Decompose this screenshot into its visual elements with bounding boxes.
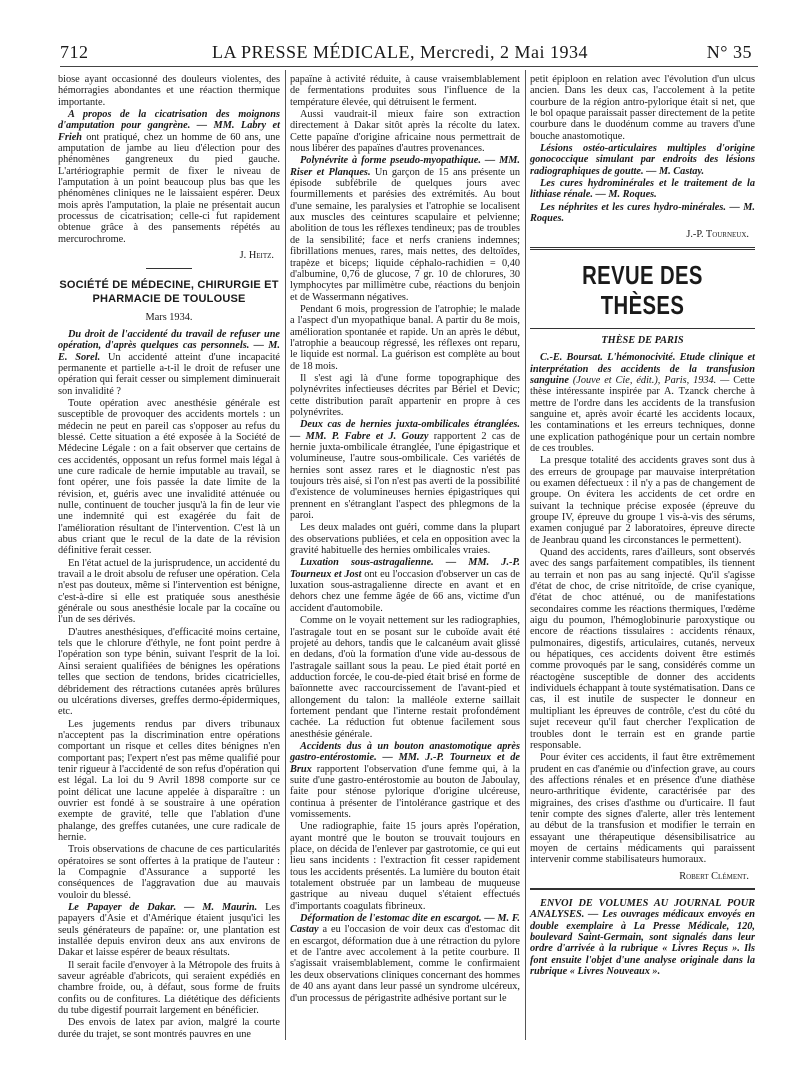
paragraph: Des envois de latex par avion, malgré la courte durée du trajet, se sont montrés pauvres en une xyxy=(58,1017,280,1040)
article-title: Luxation sous-astragalienne. — MM. J.-P. Tourneux et Jost xyxy=(290,557,520,580)
subsection-heading: THÈSE DE PARIS xyxy=(601,334,684,346)
article-paragraph xyxy=(58,109,280,245)
article-paragraph xyxy=(58,902,280,959)
article-text: rapportent l'observation d'une femme qui, à la suite d'une gastro-entérostomie au bouton de Jaboulay, faite pour sténose pylorique d'origine ulcéreuse, continua à présenter de l'intolérance gastrique et des vomissements. xyxy=(290,763,520,820)
column-divider xyxy=(285,70,286,1040)
page-header xyxy=(42,42,758,66)
article-title: A propos de la cicatrisation des moignons d'amputation pour gangrène. — MM. Labry et Frieh xyxy=(58,109,280,143)
paragraph: Une radiographie, faite 15 jours après l'opération, ayant montré que le bouton se trouvait toujours en place, on décida de l'enlever par gastrotomie, ce qui eut lieu sans incidents : l'extraction fit cesser rapidement tous les accidents présentés. La lumière du bouton était totalement obstruée par un lambeau de muqueuse gastrique au niveau duquel s'étaient effectués d'importants coagulats fibrineux. xyxy=(290,821,520,912)
paragraph: Aussi vaudrait-il mieux faire son extraction directement à Dakar sitôt après la récolte du latex. Cette papaïne d'origine africaine nous permettrait de nous libérer des papaïnes d'autres provenances. xyxy=(290,109,520,155)
article-paragraph xyxy=(290,557,520,614)
separator xyxy=(146,268,192,269)
paragraph: Toute opération avec anesthésie générale est susceptible de provoquer des accidents mortels : un médecin ne peut en pareil cas s'opposer au refus du blessé. Cette situation a été exposée à la Société de Médecine Légale : on a fait observer que certains de ces accidentés, opposant un refus formel mais légal à une cure radicale de hernie imputable au travail, se font opérer, une fois passée la date limite de la révision, et, guéris avec une invalidité atténuée ou nulle, continuent de toucher jusqu'à la fin de leur vie une indemnité qui est exagérée du fait de l'amélioration résultant de l'intervention. C'est là un abus criant que le recul de la date de la révision définitive ferait cesser. xyxy=(58,397,280,557)
paragraph: Il serait facile d'envoyer à la Métropole des fruits à saveur agréable d'abricots, qui seraient expédiés en chambre froide, ou, à défaut, sous forme de fruits confits ou de confitures. La diététique des déficients du tube digestif pourrait largement en bénéficier. xyxy=(58,959,280,1017)
author-signature: Robert Clément. xyxy=(679,870,749,882)
article-paragraph xyxy=(58,329,280,397)
issue-number: N° 35 xyxy=(706,42,752,62)
paragraph: papaïne à activité réduite, à cause vraisemblablement de fermentations produites sous l'influence de la température élevée, qui détruisent le ferment. xyxy=(290,74,520,108)
publication-info: (Jouve et Cie, édit.), Paris, 1934. — xyxy=(572,374,730,386)
author-signature: J. Heitz. xyxy=(239,250,274,262)
paragraph: biose ayant occasionné des douleurs violentes, des hémorragies abondantes et une réaction thermique importante. xyxy=(58,74,280,108)
column-1 xyxy=(58,74,280,1041)
article-paragraph xyxy=(290,913,520,1004)
article-text: ont eu l'occasion d'observer un cas de luxation sous-astragalienne directe en avant et en dehors chez une femme âgée de 66 ans, victime d'un accident d'automobile. xyxy=(290,568,520,614)
journal-title: LA PRESSE MÉDICALE, Mercredi, 2 Mai 1934 xyxy=(212,42,588,62)
notice-text: ENVOI DE VOLUMES AU JOURNAL POUR ANALYSES. — Les ouvrages médicaux envoyés en double exemplaire à La Presse Médicale, 120, boulevard Saint-Germain, sont signalés dans leur ordre d'arrivée à la rubrique « Livres Reçus ». Ils font ensuite l'objet d'une analyse originale dans la rubrique « Livres Nouveaux ». xyxy=(530,897,755,978)
article-text: Cette thèse intéressante inspirée par A. Tzanck cherche à mettre de l'ordre dans les accidents de la transfusion sanguine et, après avoir écarté les accidents locaux, les contaminations et les erreurs techniques, donne une explication pathogénique pour un certain nombre de ces troubles. xyxy=(530,374,755,454)
notice-box xyxy=(530,888,755,977)
paragraph: Comme on le voyait nettement sur les radiographies, l'astragale tout en se posant sur le cuboïde avait été projeté au dehors, tandis que le calcanéum avait glissé en dedans, d'où la formation d'une vide au-dessous de l'astragale saillant sous la peau. Le pied était porté en adduction forcée, le cou-de-pied était brisé en forme de baïonnette avec raccourcissement de l'avant-pied et allongement du talon: la malléole externe saillait fortement pendant que l'interne restait profondément cachée. La réduction fut obtenue facilement sous anesthésie générale. xyxy=(290,615,520,740)
article-title: Polynévrite à forme pseudo-myopathique. — MM. Riser et Planques. xyxy=(290,155,520,178)
paragraph: petit épiploon en relation avec l'évolution d'un ulcus ancien. Dans les deux cas, l'accolement à la petite courbure de la région antro-pylorique était si net, que le bol opaque paraissait passer directement de la petite courbure dans le duodénum comme au travers d'une bouche anastomotique. xyxy=(530,74,755,142)
article-title-paragraph xyxy=(530,143,755,177)
section-rule xyxy=(530,328,755,329)
paragraph: Quand des accidents, rares d'ailleurs, sont observés avec des sangs parfaitement compatibles, ils tiennent au terrain et non pas au sang injecté. Qu'il s'agisse d'état de choc, de crise nitritoïde, de crise cyanique, d'état de choc atténué, ou de manifestations secondaires comme les réactions thermiques, l'œdème aigu du poumon, l'hémoglobinurie paroxystique ou encore de réactions tissulaires : accidents rénaux, pulmonaires, digestifs, articulaires, cutanés, nerveux ou hépatiques, ces accidents doivent être estimés comme provoqués par le sang, considérés comme un réactogène susceptible de donner des accidents individuels échappant à toute systématisation. Dans ce cas, il est inutile de suspecter le donneur en multipliant les épreuves de contrôle, c'est du côté du sujet receveur qu'il faut chercher l'explication de troubles dont le terrain est en grande partie responsable. xyxy=(530,547,755,751)
article-title-paragraph xyxy=(530,178,755,201)
paragraph: Les jugements rendus par divers tribunaux n'acceptent pas la discrimination entre opérations comportant un risque et celles dites bénignes n'en comportant pas; l'expert n'est pas même qualifié pour tenir rigueur à l'accidenté de son refus d'opération qui est légal. La loi du 9 Avril 1898 comporte sur ce point délicat une lacune appelée à disparaître : un ouvrier est fondé à se soustraire à une opération exempte de gravité, telle que l'ablation d'une phalange, des greffes cutanées, une cure radicale de hernie. xyxy=(58,718,280,843)
session-date: Mars 1934. xyxy=(145,311,193,323)
article-paragraph xyxy=(530,352,755,454)
column-divider xyxy=(525,70,526,1040)
paragraph: Pendant 6 mois, progression de l'atrophie; le malade a l'aspect d'un myopathique banal. A partir du 8e mois, amélioration spontanée et rapide. Un an après le début, l'atrophie a beaucoup régressé, les réflexes ont reparu, le liquide est normal. La guérison est complète au bout de 18 mois. xyxy=(290,303,520,372)
header-rule xyxy=(60,66,758,67)
page-number: 712 xyxy=(60,42,89,62)
article-paragraph xyxy=(290,741,520,820)
paragraph: La presque totalité des accidents graves sont dus à des erreurs de groupage par mauvaise interprétation ou examen défectueux : il n'y a pas de changement de groupe. On évitera les accidents de cet ordre en suivant la technique précise exposée (épreuve du groupe IV, épreuve du groupe 1 vis-à-vis des sérums, examen conjugué par 2 laboratoires, épreuve directe de Jeanbrau quand les circonstances le permettent). xyxy=(530,455,755,546)
article-text: a eu l'occasion de voir deux cas d'estomac dit en escargot, déformation due à une rétraction du pylore et de l'antre avec accolement à la petite courbure. Il s'agissait vraisemblablement, comme le confirmaient les deux observations cliniques concernant des hommes de 40 ans ayant dans leur passé un syndrome ulcéreux, d'un processus de périgastrite adhésive portant sur le xyxy=(290,924,520,1004)
paragraph: Les deux malades ont guéri, comme dans la plupart des observations publiées, et cela en opposition avec la gravité habituelle des hernies ombilicales vraies. xyxy=(290,522,520,557)
article-title: Déformation de l'estomac dite en escargot. — M. F. Castay xyxy=(290,913,520,936)
paragraph: Trois observations de chacune de ces particularités opératoires se sont offertes à la pratique de l'auteur : la Compagnie d'Assurance a supporté les conséquences de l'aggravation due au mauvais vouloir du blessé. xyxy=(58,844,280,901)
section-heading: REVUE DES THÈSES xyxy=(582,259,703,320)
article-paragraph xyxy=(290,155,520,302)
article-title: Deux cas de hernies juxta-ombilicales étranglées. — MM. P. Fabre et J. Gouzy xyxy=(290,419,520,442)
article-title: Les cures hydrominérales et le traitement de la lithiase rénale. — M. Roques. xyxy=(530,178,755,201)
column-2 xyxy=(290,74,520,1005)
article-title: C.-E. Boursat. L'hémonocivité. Etude clinique et interprétation des accidents de la transfusion sanguine xyxy=(530,352,755,386)
article-text: ont pratiqué, chez un homme de 60 ans, une amputation de jambe au lieu d'élection pour des phénomènes gangreneux du pied gauche. L'artériographie permit de fixer le niveau de l'amputation à un point beaucoup plus bas que les phénomènes cliniques ne le laissaient espérer. Deux mois après l'amputation, la plaie ne présentait aucun processus de cicatrisation; celle-ci fut rapidement obtenue grâce à des pansements répétés au mercurochrome. xyxy=(58,131,280,245)
article-title: Du droit de l'accidenté du travail de refuser une opération, d'après quelques cas personnels. — M. E. Sorel. xyxy=(58,328,280,363)
article-title: Le Papayer de Dakar. — M. Maurin. xyxy=(68,902,258,914)
author-signature: J.-P. Tourneux. xyxy=(686,229,749,241)
paragraph: En l'état actuel de la jurisprudence, un accidenté du travail a le droit absolu de refuser une opération. Cela n'est pas douteux, même si l'intervention est bénigne, c'est-à-dire si elle est pratiquée sous anesthésie générale ou sous anesthésie locale par la cocaïne ou l'un de ses dérivés. xyxy=(58,557,280,626)
article-text: Les papayers d'Asie et d'Amérique étaient jusqu'ici les seuls générateurs de papaïne: or, une plantation est installée depuis environ deux ans aux environs de Dakar et laisse espérer de beaux résultats. xyxy=(58,902,280,959)
section-rule xyxy=(530,247,755,250)
article-title: Les néphrites et les cures hydro-minérales. — M. Roques. xyxy=(530,201,755,225)
article-text: Un accidenté atteint d'une incapacité permanente et partielle a-t-il le droit de refuser une opération qui ferait cesser ou simplement diminuerait son invalidité ? xyxy=(58,351,281,397)
society-heading: SOCIÉTÉ DE MÉDECINE, CHIRURGIE ET PHARMACIE DE TOULOUSE xyxy=(59,278,279,305)
article-paragraph xyxy=(290,419,520,521)
article-title: Lésions ostéo-articulaires multiples d'origine gonococcique simulant par endroits des lésions radiographiques de goutte. — M. Castay. xyxy=(530,143,755,177)
article-title-paragraph xyxy=(530,202,755,225)
article-text: rapportent 2 cas de hernie juxta-ombilicale étranglée, l'une épigastrique et volumineuse, l'autre sous-ombilicale. Ces variétés de hernies sont assez rares et le diagnostic n'est pas toujours très aisé, si l'on n'est pas averti de la possibilité d'existence de volumineuses hernies épigastriques qui prennent en s'étranglant l'aspect des phlegmons de la paroi. xyxy=(290,430,521,522)
column-3 xyxy=(530,74,755,978)
paragraph: Pour éviter ces accidents, il faut être extrêmement prudent en cas d'anémie ou d'infection grave, au cours des affections rénales et en présence d'une diathèse neuro-arthritique évidente, caractérisée par des migraines, des crises d'asthme ou d'urticaire. Il faut tenir compte des signes d'alerte, aller très lentement au début de la transfusion et modifier le terrain en essayant une thérapeutique désensibilisatrice au moyen de certains médicaments qui paraissent intervenir comme stabilisateurs humoraux. xyxy=(530,752,755,866)
article-text: Un garçon de 15 ans présente un épisode subfébrile de quelques jours avec fourmillements et parésies des extrémités. Au bout d'une semaine, les paralysies et l'atrophie se localisent aux muscles des ceintures scapulaire et pelvienne; abolition de tous les réflexes tendineux; pas de troubles de la sensibilité; face et nerfs craniens indemnes; fibrillations menues, rares, mais nettes, des deltoïdes, trapèze et biceps; liquide céphalo-rachidien = 0,40 d'albumine, 0,76 de glucose, 7 gr. 10 de chlorures, 30 lymphocytes par millimètre cube, réactions du benjoin et de Wassermann négatives. xyxy=(290,166,521,303)
paragraph: Il s'est agi là d'une forme topographique des polynévrites infectieuses décrites par Bériel et Devic; cette distribution paraît appartenir en propre à ces polynévrites. xyxy=(290,372,520,418)
paragraph: D'autres anesthésiques, d'efficacité moins certaine, tels que le chlorure d'éthyle, ne font point perdre à l'opération son type bénin, suivant l'esprit de la loi. Ainsi seraient qualifiées de bénignes les opérations telles que section de tendons, brides cicatricielles, débridement des rétractions cutanées après brûlures ou ulcérations diverses, greffes dermo-épidermiques, etc. xyxy=(58,626,280,718)
article-title: Accidents dus à un bouton anastomotique après gastro-entérostomie. — MM. J.-P. Tourneux et de Brux xyxy=(290,740,520,775)
